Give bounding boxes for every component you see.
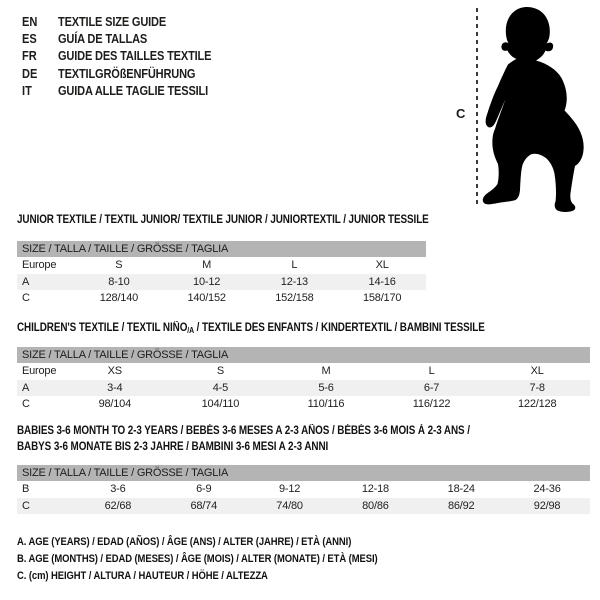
value-cell: 9-12 [278, 483, 301, 496]
row-label-cell: Europe [22, 365, 57, 378]
value-cell: 68/74 [190, 499, 217, 512]
footnote-c: C. (cm) HEIGHT / ALTURA / HAUTEUR / HÖHE / ALTEZZA [17, 569, 268, 582]
language-label: GUIDE DES TAILLES TEXTILE [58, 48, 212, 64]
value-cell: 5-6 [318, 381, 334, 394]
children-title-sub: /A [187, 326, 195, 335]
children-title-prefix: CHILDREN'S TEXTILE / TEXTIL NIÑO [17, 322, 188, 334]
babies-section-title [17, 423, 470, 455]
table-row [17, 498, 590, 515]
value-cell: 80/86 [362, 499, 389, 512]
size-header-bar: SIZE / TALLA / TAILLE / GRÖSSE / TAGLIA [17, 241, 426, 257]
junior-section-title: JUNIOR TEXTILE / TEXTIL JUNIOR/ TEXTILE JUNIOR / JUNIORTEXTIL / JUNIOR TESSILE [17, 214, 429, 226]
value-cell: 12-18 [361, 483, 389, 496]
table-row [17, 257, 426, 274]
row-label-cell: B [22, 483, 30, 496]
value-cell: 24-36 [533, 483, 561, 496]
row-label-cell: A [22, 275, 30, 288]
footnote-b: B. AGE (MONTHS) / EDAD (MESES) / ÂGE (MOIS) / ALTER (MONATE) / ETÀ (MESI) [17, 552, 378, 565]
value-cell: 3-6 [110, 483, 126, 496]
value-cell: XS [107, 365, 122, 378]
row-label-cell: C [22, 292, 30, 305]
height-measure-label: C [456, 106, 466, 121]
table-row [17, 290, 426, 307]
children-size-table [17, 347, 590, 413]
value-cell: 12-13 [280, 275, 308, 288]
value-cell: L [428, 365, 435, 378]
children-table-body [17, 363, 590, 413]
table-row [17, 380, 590, 397]
value-cell: 6-7 [423, 381, 440, 394]
language-row-es [22, 30, 238, 47]
value-cell: 18-24 [447, 483, 475, 496]
value-cell: 86/92 [447, 499, 475, 512]
language-code: DE [22, 65, 38, 81]
value-cell: XL [530, 365, 544, 378]
babies-title-line1: BABIES 3-6 MONTH TO 2-3 YEARS / BEBÉS 3-6 MESES A 2-3 AÑOS / BÉBÉS 3-6 MOIS À 2-3 ANS / [17, 425, 470, 437]
table-row [17, 363, 590, 380]
value-cell: S [115, 259, 123, 272]
table-row [17, 481, 590, 498]
footnotes [17, 534, 436, 584]
value-cell: 6-9 [196, 483, 212, 496]
value-cell: L [291, 259, 298, 272]
babies-title-line2: BABYS 3-6 MONATE BIS 2-3 JAHRE / BAMBINI 3-6 MESI A 2-3 ANNI [17, 441, 329, 453]
junior-table-body [17, 257, 426, 307]
footnote-a: A. AGE (YEARS) / EDAD (AÑOS) / ÂGE (ANS) / ALTER (JAHRE) / ETÀ (ANNI) [17, 536, 352, 548]
value-cell: 10-12 [193, 275, 221, 288]
value-cell: 3-4 [107, 381, 123, 394]
value-cell: 14-16 [368, 275, 396, 288]
value-cell: 8-10 [108, 275, 130, 288]
language-row-fr [22, 47, 238, 64]
language-row-de [22, 65, 238, 82]
value-cell: 74/80 [276, 499, 303, 512]
value-cell: XL [375, 259, 389, 272]
value-cell: 122/128 [518, 398, 557, 411]
table-row [17, 274, 426, 291]
value-cell: 92/98 [533, 499, 561, 512]
value-cell: S [216, 365, 224, 378]
children-section-title [17, 322, 485, 335]
baby-silhouette-icon [478, 2, 596, 214]
row-label-cell: A [22, 381, 30, 394]
babies-table-body [17, 481, 590, 514]
language-code: ES [22, 31, 37, 47]
junior-size-table [17, 241, 426, 307]
value-cell: 128/140 [99, 292, 139, 305]
language-code: IT [22, 82, 32, 98]
children-title-suffix: / TEXTILE DES ENFANTS / KINDERTEXTIL / BAMBINI TESSILE [194, 322, 485, 334]
language-code: FR [22, 48, 37, 64]
value-cell: 7-8 [529, 381, 545, 394]
value-cell: 140/152 [187, 292, 226, 305]
value-cell: 4-5 [212, 381, 229, 394]
size-header-bar: SIZE / TALLA / TAILLE / GRÖSSE / TAGLIA [17, 347, 590, 363]
language-row-en [22, 13, 238, 30]
row-label-cell: Europe [22, 259, 57, 272]
table-row [17, 396, 590, 413]
value-cell: 110/116 [307, 398, 345, 411]
value-cell: M [202, 259, 212, 272]
value-cell: 98/104 [98, 398, 132, 411]
size-header-bar: SIZE / TALLA / TAILLE / GRÖSSE / TAGLIA [17, 465, 590, 481]
value-cell: 158/170 [362, 292, 402, 305]
language-row-it [22, 82, 238, 99]
language-label: TEXTILGRÖßENFÜHRUNG [58, 65, 196, 81]
value-cell: 62/68 [104, 499, 132, 512]
row-label-cell: C [22, 499, 30, 512]
row-label-cell: C [22, 398, 30, 411]
language-label: GUIDA ALLE TAGLIE TESSILI [58, 82, 209, 98]
language-code: EN [22, 14, 38, 30]
value-cell: M [321, 365, 331, 378]
value-cell: 104/110 [201, 398, 240, 411]
language-label: GUÍA DE TALLAS [58, 31, 148, 47]
value-cell: 152/158 [275, 292, 314, 305]
language-label: TEXTILE SIZE GUIDE [58, 14, 167, 30]
value-cell: 116/122 [412, 398, 451, 411]
language-list [22, 13, 238, 99]
babies-size-table [17, 465, 590, 514]
